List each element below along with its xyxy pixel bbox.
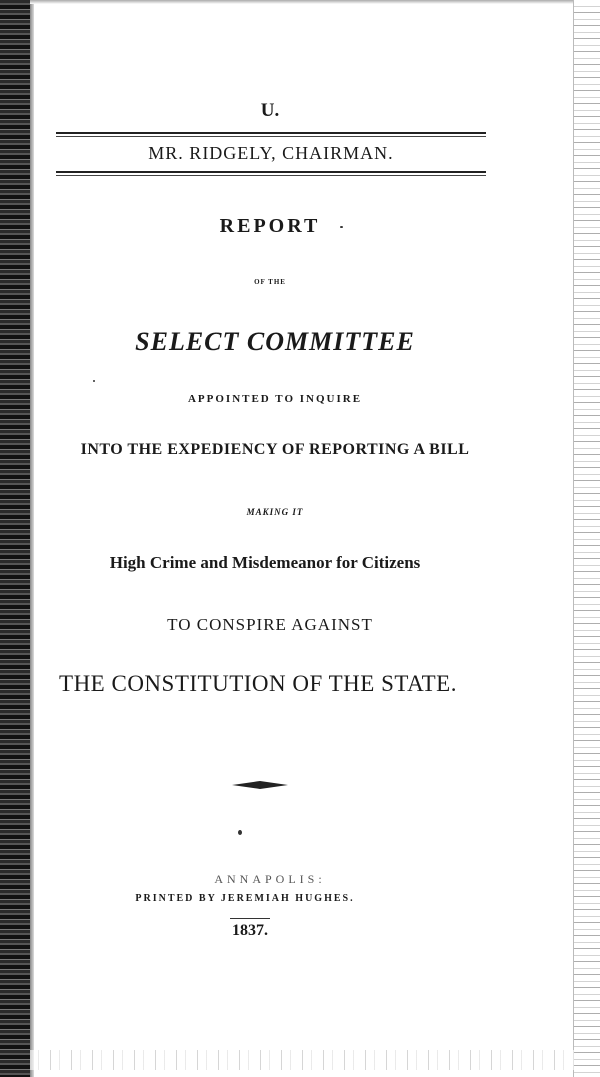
publication-year: 1837. <box>232 922 268 939</box>
double-rule-bottom <box>56 171 486 173</box>
top-page-edge <box>30 0 574 4</box>
expediency-line: INTO THE EXPEDIENCY OF REPORTING A BILL <box>80 441 470 458</box>
printer-line: PRINTED BY JEREMIAH HUGHES. <box>135 893 355 904</box>
double-rule-top-thin <box>56 136 486 137</box>
ink-speck <box>340 226 343 228</box>
right-page-edge <box>574 0 600 1077</box>
ink-speck <box>93 380 95 382</box>
document-designation: U. <box>260 100 280 121</box>
place-line: ANNAPOLIS: <box>214 872 326 886</box>
binding-shadow <box>30 0 34 1077</box>
year-rule <box>230 918 270 919</box>
making-line: MAKING IT <box>246 507 304 517</box>
appointed-line: APPOINTED TO INQUIRE <box>187 393 363 405</box>
bottom-page-edge <box>30 1050 574 1070</box>
conspire-line: TO CONSPIRE AGAINST <box>167 615 373 634</box>
ink-speck <box>238 830 242 835</box>
committee-title: SELECT COMMITTEE <box>135 327 415 356</box>
high-crime-line: High Crime and Misdemeanor for Citizens <box>109 553 421 572</box>
of-the-line: OF THE <box>254 278 286 286</box>
ornament-divider-icon <box>232 780 288 790</box>
double-rule-top <box>56 132 486 134</box>
binding-edge <box>0 0 30 1077</box>
constitution-line: THE CONSTITUTION OF THE STATE. <box>59 671 457 696</box>
chairman-line: MR. RIDGELY, CHAIRMAN. <box>148 143 394 163</box>
report-heading: REPORT <box>219 215 321 237</box>
double-rule-bottom-thin <box>56 175 486 176</box>
